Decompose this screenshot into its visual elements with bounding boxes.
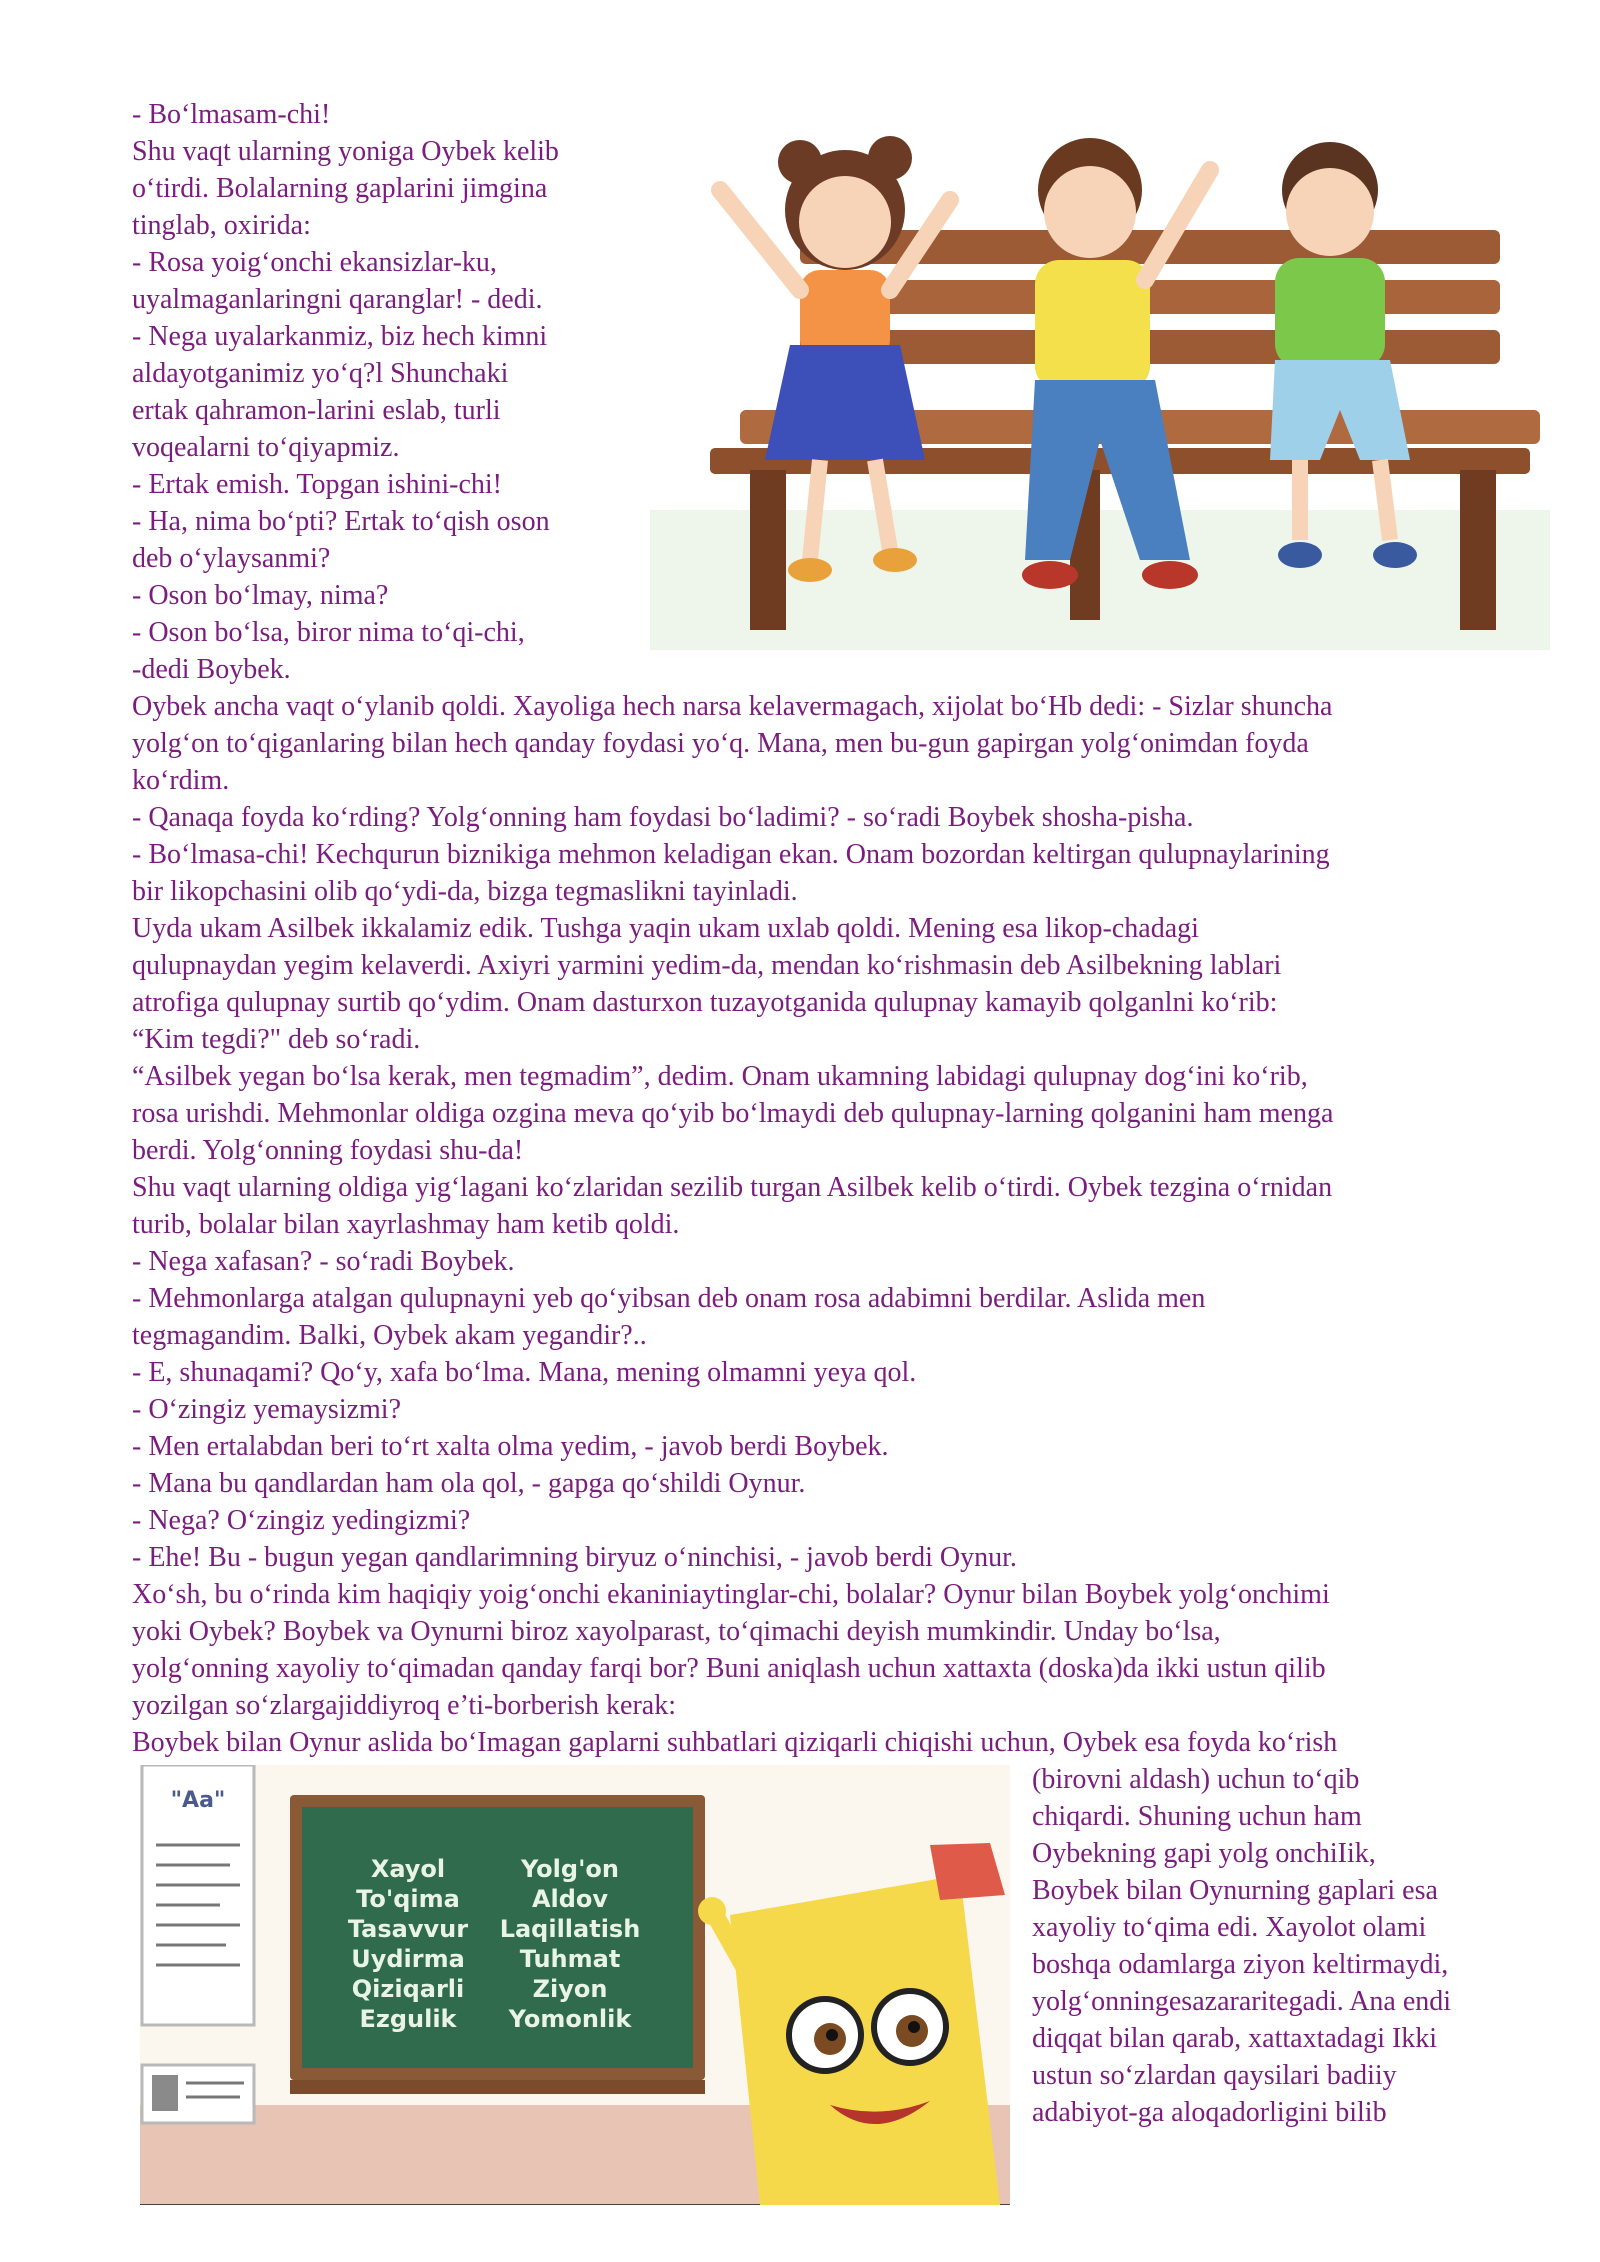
text-line: (birovni aldash) uchun to‘qib [1032, 1764, 1360, 1795]
text-line: - Nega? O‘zingiz yedingizmi? [132, 1505, 471, 1536]
text-line: Boybek bilan Oynur aslida bo‘Imagan gaplarni suhbatlari qiziqarli chiqishi uchun, Oybek esa foyda ko‘rish [132, 1727, 1338, 1758]
text-line: yolg‘on to‘qiganlaring bilan hech qanday foydasi yo‘q. Mana, men bu-gun gapirgan yolg‘onimdan foyda [132, 728, 1309, 759]
text-line: ertak qahramon-larini eslab, turli [132, 395, 501, 426]
text-line: -dedi Boybek. [132, 654, 291, 685]
text-line: - Bo‘lmasam-chi! [132, 99, 331, 130]
text-line: - Nega uyalarkanmiz, biz hech kimni [132, 321, 548, 352]
text-line: Shu vaqt ularning oldiga yig‘lagani ko‘zlaridan sezilib turgan Asilbek kelib o‘tirdi. Oybek tezgina o‘rnidan [132, 1172, 1333, 1203]
wall-card [142, 2065, 254, 2123]
text-line: “Asilbek yegan bo‘lsa kerak, men tegmadim”, dedim. Onam ukamning labidagi qulupnay dog‘ini ko‘rib, [132, 1061, 1308, 1092]
text-line: Oybekning gapi yolg onchiIik, [1032, 1838, 1376, 1869]
board-word: Aldov [531, 1885, 609, 1913]
classroom-board-illustration [140, 1765, 1010, 2205]
text-line: rosa urishdi. Mehmonlar oldiga ozgina meva qo‘yib bo‘lmaydi deb qulupnay-larning qolganini ham menga [132, 1098, 1334, 1129]
text-line: yolg‘onningesazararitegadi. Ana endi [1032, 1986, 1452, 2017]
text-line: - Bo‘lmasa-chi! Kechqurun biznikiga mehmon keladigan ekan. Onam bozordan keltirgan qulupnaylarining [132, 839, 1330, 870]
text-line: - Qanaqa foyda ko‘rding? Yolg‘onning ham foydasi bo‘ladimi? - so‘radi Boybek shosha-pisha. [132, 802, 1194, 833]
board-word: Ezgulik [359, 2005, 457, 2033]
board-word: Yolg'on [521, 1855, 619, 1883]
text-line: aldayotganimiz yo‘q?l Shunchaki [132, 358, 509, 389]
text-line: - Mehmonlarga atalgan qulupnayni yeb qo‘yibsan deb onam rosa adabimni berdilar. Aslida men [132, 1283, 1206, 1314]
text-line: - Rosa yoig‘onchi ekansizlar-ku, [132, 247, 497, 278]
text-line: - O‘zingiz yemaysizmi? [132, 1394, 402, 1425]
text-line: uyalmaganlaringni qaranglar! - dedi. [132, 284, 543, 315]
text-line: - Oson bo‘lsa, biror nima to‘qi-chi, [132, 617, 525, 648]
text-line: voqealarni to‘qiyapmiz. [132, 432, 400, 463]
text-line: chiqardi. Shuning uchun ham [1032, 1801, 1362, 1832]
board-word: Uydirma [351, 1945, 465, 1973]
text-line: Xo‘sh, bu o‘rinda kim haqiqiy yoig‘onchi ekaniniaytinglar-chi, bolalar? Oynur bilan Boybek yolg‘onchimi [132, 1579, 1330, 1610]
text-line: diqqat bilan qarab, xattaxtadagi Ikki [1032, 2023, 1438, 2054]
kids-on-bench-illustration [650, 130, 1550, 650]
board-word: Tasavvur [347, 1915, 469, 1943]
text-line: - E, shunaqami? Qo‘y, xafa bo‘lma. Mana, mening olmamni yeya qol. [132, 1357, 917, 1388]
text-line: - Ehe! Bu - bugun yegan qandlarimning biryuz o‘ninchisi, - javob berdi Oynur. [132, 1542, 1017, 1573]
board-word: Laqillatish [499, 1915, 641, 1943]
svg-text:"Aa": "Aa" [170, 1788, 226, 1813]
text-line: - Men ertalabdan beri to‘rt xalta olma yedim, - javob berdi Boybek. [132, 1431, 889, 1462]
board-word: Qiziqarli [351, 1975, 465, 2003]
text-line: - Oson bo‘lmay, nima? [132, 580, 389, 611]
text-line: bir likopchasini olib qo‘ydi-da, bizga tegmaslikni tayinladi. [132, 876, 798, 907]
board-word: Yomonlik [508, 2005, 632, 2033]
wall-poster [142, 1765, 254, 2025]
text-line: Shu vaqt ularning yoniga Oybek kelib [132, 136, 559, 167]
board-word: Tuhmat [519, 1945, 621, 1973]
text-line: qulupnaydan yegim kelaverdi. Axiyri yarmini yedim-da, mendan ko‘rishmasin deb Asilbekning lablari [132, 950, 1282, 981]
text-line: “Kim tegdi?" deb so‘radi. [132, 1024, 421, 1055]
text-line: - Ha, nima bo‘pti? Ertak to‘qish oson [132, 506, 550, 537]
text-line: deb o‘ylaysanmi? [132, 543, 331, 574]
board-word: Xayol [370, 1855, 446, 1883]
text-line: ustun so‘zlardan qaysilari badiiy [1032, 2060, 1397, 2091]
text-line: adabiyot-ga aloqadorligini bilib [1032, 2097, 1387, 2128]
text-line: - Nega xafasan? - so‘radi Boybek. [132, 1246, 515, 1277]
board-word: Ziyon [532, 1975, 608, 2003]
text-line: yozilgan so‘zlargajiddiyroq e’ti-borberish kerak: [132, 1690, 677, 1721]
text-line: yoki Oybek? Boybek va Oynurni biroz xayolparast, to‘qimachi deyish mumkindir. Unday bo‘lsa, [132, 1616, 1221, 1647]
text-line: turib, bolalar bilan xayrlashmay ham ketib qoldi. [132, 1209, 680, 1240]
text-line: o‘tirdi. Bolalarning gaplarini jimgina [132, 173, 548, 204]
text-line: berdi. Yolg‘onning foydasi shu-da! [132, 1135, 524, 1166]
text-line: xayoliy to‘qima edi. Xayolot olami [1032, 1912, 1427, 1943]
text-line: Boybek bilan Oynurning gaplari esa [1032, 1875, 1438, 1906]
text-line: boshqa odamlarga ziyon keltirmaydi, [1032, 1949, 1449, 1980]
text-line: - Mana bu qandlardan ham ola qol, - gapga qo‘shildi Oynur. [132, 1468, 806, 1499]
text-line: atrofiga qulupnay surtib qo‘ydim. Onam dasturxon tuzayotganida qulupnay kamayib qolganlni ko‘rib: [132, 987, 1278, 1018]
text-line: - Ertak emish. Topgan ishini-chi! [132, 469, 503, 500]
text-line: yolg‘onning xayoliy to‘qimadan qanday farqi bor? Buni aniqlash uchun xattaxta (doska)da ikki ustun qilib [132, 1653, 1326, 1684]
text-line: Oybek ancha vaqt o‘ylanib qoldi. Xayoliga hech narsa kelavermagach, xijolat bo‘Hb dedi: - Sizlar shuncha [132, 691, 1333, 722]
text-line: tinglab, oxirida: [132, 210, 311, 241]
text-line: tegmagandim. Balki, Oybek akam yegandir?.. [132, 1320, 647, 1351]
board-word: To'qima [356, 1885, 460, 1913]
text-line: ko‘rdim. [132, 765, 230, 796]
text-line: Uyda ukam Asilbek ikkalamiz edik. Tushga yaqin ukam uxlab qoldi. Mening esa likop-chadagi [132, 913, 1199, 944]
